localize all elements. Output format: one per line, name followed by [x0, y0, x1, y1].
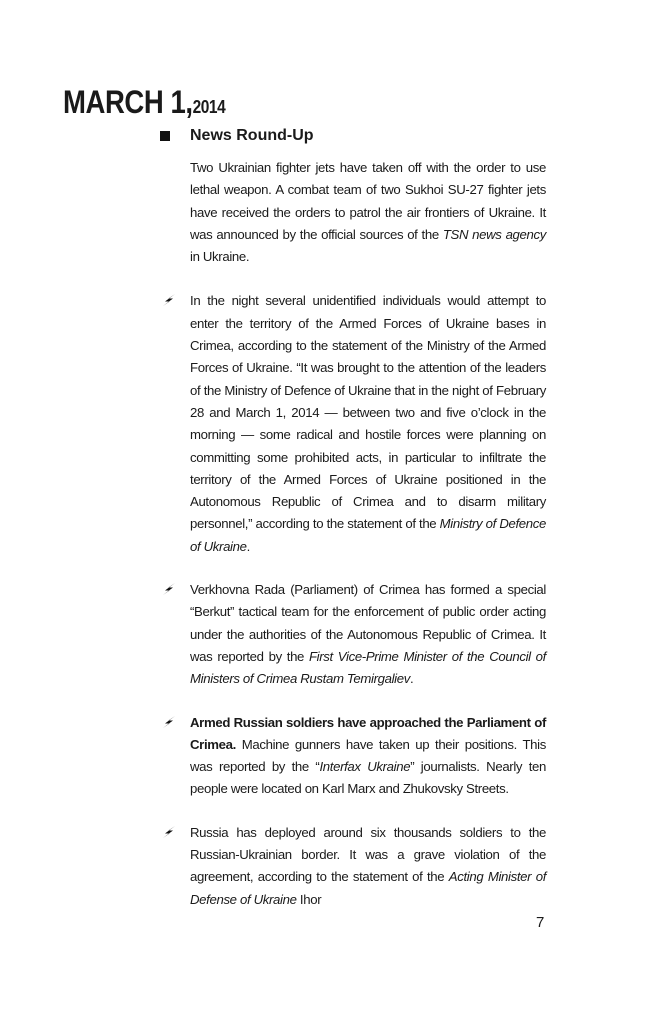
entry-text-run: Two Ukrainian fighter jets have taken off with the order to use lethal weapon. A combat team of two Sukhoi SU-27 fighter jets have received the orders to patrol the air frontiers of Ukraine. It was announced by the official sources of the [190, 160, 546, 242]
news-entries [190, 157, 546, 932]
entry-text-run: Ministry of Defence of Ukraine [190, 516, 546, 554]
lightning-bolt-icon [162, 582, 176, 596]
entry-text-run: Acting Minister of Defense of Ukraine [190, 869, 547, 907]
lightning-bolt-icon [162, 825, 176, 839]
entry-text-run: Ihor [296, 891, 322, 907]
entry-text-run: . [246, 538, 250, 554]
section-title: News Round-Up [190, 127, 314, 144]
entry-text-run: in Ukraine. [190, 249, 250, 265]
entry-text-run: Interfax Ukraine [319, 759, 411, 775]
entry-text-run: TSN news agency [442, 226, 546, 242]
lightning-bolt-icon [162, 715, 176, 729]
entry-text-run: First Vice-Prime Minister of the Council of Ministers of Crimea Rustam Temirgaliev [190, 648, 546, 687]
entry-text-run: In the night several unidentified individuals would attempt to enter the territory of the Armed Forces of Ukraine bases in Crimea, according to the statement of the Ministry of the Armed Forces of Ukraine. “It was brought to the attention of the leaders of the Ministry of Defence of Ukraine that in the night of February 28 and March 1, 2014 — between two and five o’clock in the morning — some radical and hostile forces were planning on committing some prohibited acts, in particular to infiltrate the territory of the Armed Forces of Ukraine positioned in the Autonomous Republic of Crimea and to disarm military personnel,” according to the statement of the [190, 293, 546, 532]
square-bullet-icon [160, 131, 170, 141]
entry-text-run: ” journalists. Nearly ten people were located on Karl Marx and Zhukovsky Streets. [190, 759, 546, 797]
news-entry [190, 579, 546, 690]
entry-text-run: Armed Russian soldiers have approached the Parliament of Crimea. [190, 714, 546, 752]
date-heading [63, 84, 225, 121]
lightning-bolt-icon [162, 293, 176, 307]
news-entry [190, 712, 546, 801]
date-year: 2014 [192, 97, 226, 117]
news-entry [190, 822, 546, 911]
page-number: 7 [536, 914, 545, 931]
entry-text-run: Machine gunners have taken up their positions. This was reported by the “ [190, 736, 546, 775]
entry-text-run: Russia has deployed around six thousands soldiers to the Russian-Ukrainian border. It was a grave violation of the agreement, according to the statement of the [190, 824, 546, 885]
date-main: MARCH 1, [63, 84, 193, 120]
entry-text-run: . [410, 671, 414, 687]
entry-text-run: Verkhovna Rada (Parliament) of Crimea has formed a special “Berkut” tactical team for the enforcement of public order acting under the authorities of the Autonomous Republic of Crimea. It was reported by the [190, 582, 546, 664]
news-entry [190, 290, 546, 558]
news-entry [190, 157, 546, 268]
section-header [160, 125, 314, 147]
